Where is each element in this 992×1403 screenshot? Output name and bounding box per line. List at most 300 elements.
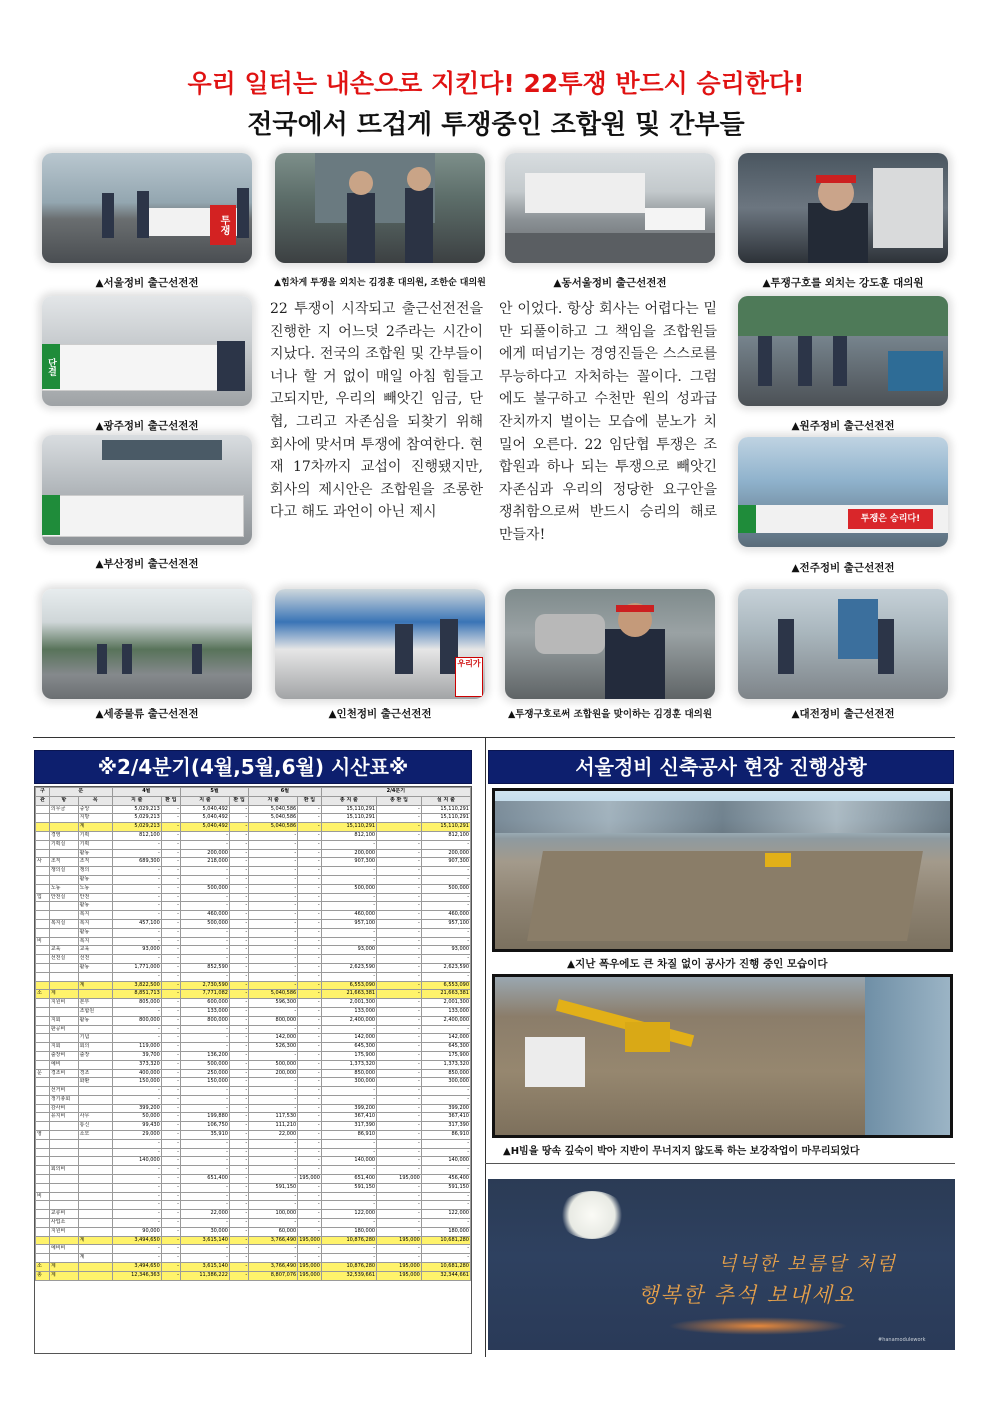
table-cell: 판공비 [49, 1025, 78, 1034]
table-cell: - [421, 1219, 470, 1228]
table-cell: - [161, 1034, 180, 1043]
table-cell: - [229, 1166, 248, 1175]
table-cell: - [161, 902, 180, 911]
table-row [36, 1236, 471, 1245]
table-cell: 175,900 [421, 1051, 470, 1060]
table-cell: - [229, 1060, 248, 1069]
table-row [36, 805, 471, 814]
table-cell [36, 1104, 50, 1113]
table-cell: - [161, 831, 180, 840]
table-cell: 감사비 [49, 1104, 78, 1113]
table-cell: - [249, 1051, 298, 1060]
table-cell: - [298, 955, 321, 964]
table-row [36, 1157, 471, 1166]
photo-caption: ▲투쟁구호를 외치는 강도훈 대의원 [762, 277, 924, 289]
table-cell [78, 1219, 112, 1228]
table-cell: - [161, 1245, 180, 1254]
table-cell: - [249, 1007, 298, 1016]
table-cell: - [161, 1157, 180, 1166]
table-cell: - [377, 1210, 422, 1219]
table-header-row [36, 788, 471, 797]
table-cell [36, 1139, 50, 1148]
table-cell: - [298, 1131, 321, 1140]
table-cell: - [229, 1210, 248, 1219]
table-row [36, 867, 471, 876]
table-cell: 850,000 [321, 1069, 376, 1078]
table-cell: - [298, 1139, 321, 1148]
table-cell: - [249, 1087, 298, 1096]
table-cell: 쟁의 [78, 867, 112, 876]
table-row [36, 999, 471, 1008]
table-cell [49, 1175, 78, 1184]
table-cell: 회의비 [49, 1166, 78, 1175]
table-cell: 195,000 [298, 1263, 321, 1272]
table-cell: - [298, 1078, 321, 1087]
table-cell: - [161, 981, 180, 990]
table-cell: - [421, 1166, 470, 1175]
table-row [36, 972, 471, 981]
table-cell [36, 1210, 50, 1219]
table-cell: 852,590 [180, 963, 229, 972]
table-cell: - [161, 1016, 180, 1025]
table-cell: - [112, 884, 161, 893]
table-cell: - [377, 1060, 422, 1069]
table-cell: - [180, 1043, 229, 1052]
table-cell [49, 1078, 78, 1087]
table-row [36, 1183, 471, 1192]
table-cell: - [161, 1192, 180, 1201]
table-cell: 907,300 [321, 858, 376, 867]
table-cell: - [112, 867, 161, 876]
table-cell: 180,000 [321, 1227, 376, 1236]
table-cell [36, 1078, 50, 1087]
table-cell: - [180, 1087, 229, 1096]
table-cell: - [161, 1095, 180, 1104]
greeting-line-2: 행복한 추석 보내세요 [638, 1283, 856, 1307]
table-cell: 2,730,590 [180, 981, 229, 990]
table-cell: 지회 [49, 1016, 78, 1025]
table-cell: - [161, 937, 180, 946]
table-cell: - [229, 1113, 248, 1122]
table-cell: - [377, 1034, 422, 1043]
table-cell: 195,000 [298, 1236, 321, 1245]
table-cell: 활동 [78, 849, 112, 858]
table-cell: 지방 [78, 814, 112, 823]
table-cell: - [421, 1148, 470, 1157]
table-cell: - [298, 1007, 321, 1016]
table-cell: 선전실 [49, 955, 78, 964]
table-cell: 계 [78, 1254, 112, 1263]
table-cell [49, 823, 78, 832]
table-cell: 5,040,492 [180, 805, 229, 814]
photo-slogan-shout [738, 153, 948, 263]
table-cell [36, 1236, 50, 1245]
table-cell: 500,000 [180, 884, 229, 893]
table-cell: - [112, 955, 161, 964]
table-cell: - [161, 999, 180, 1008]
table-cell: 907,300 [421, 858, 470, 867]
table-row [36, 1034, 471, 1043]
table-cell [49, 1007, 78, 1016]
table-cell: - [161, 1078, 180, 1087]
table-cell: 805,000 [112, 999, 161, 1008]
table-cell [36, 823, 50, 832]
table-cell: - [161, 911, 180, 920]
table-cell: 운 [36, 1069, 50, 1078]
table-cell [78, 1227, 112, 1236]
table-cell: 142,000 [321, 1034, 376, 1043]
table-cell: - [377, 1016, 422, 1025]
construction-photo-2 [492, 974, 953, 1138]
table-header-row [36, 796, 471, 805]
table-cell: - [421, 1025, 470, 1034]
table-cell: - [112, 928, 161, 937]
table-cell: 50,000 [112, 1113, 161, 1122]
table-row [36, 1271, 471, 1280]
table-cell: 800,000 [249, 1016, 298, 1025]
table-cell: - [298, 1095, 321, 1104]
table-cell [49, 1254, 78, 1263]
table-cell: 6,553,090 [321, 981, 376, 990]
table-row [36, 946, 471, 955]
table-cell: 1,373,320 [421, 1060, 470, 1069]
table-cell [36, 805, 50, 814]
table-cell: - [298, 1087, 321, 1096]
table-cell: - [161, 867, 180, 876]
table-cell: - [112, 1139, 161, 1148]
table-row [36, 1263, 471, 1272]
table-cell: - [161, 990, 180, 999]
table-cell: 5,040,586 [249, 823, 298, 832]
table-cell: - [180, 875, 229, 884]
table-cell [78, 1201, 112, 1210]
table-cell [36, 902, 50, 911]
table-cell: 중앙 [78, 805, 112, 814]
table-cell: 계 [49, 1271, 78, 1280]
table-cell: 기념 [78, 1034, 112, 1043]
table-cell [78, 1148, 112, 1157]
table-cell: 환 입 [298, 796, 321, 805]
table-cell: - [180, 1148, 229, 1157]
table-cell: - [161, 875, 180, 884]
table-cell: - [298, 1183, 321, 1192]
table-cell: - [249, 1254, 298, 1263]
full-moon-icon [558, 1191, 626, 1239]
table-cell: - [180, 1201, 229, 1210]
table-cell: 195,000 [377, 1175, 422, 1184]
table-cell: 93,000 [321, 946, 376, 955]
table-cell: - [180, 928, 229, 937]
table-cell: 460,000 [421, 911, 470, 920]
table-cell: - [161, 1060, 180, 1069]
table-cell: 기획실 [49, 840, 78, 849]
table-cell: - [112, 1087, 161, 1096]
table-cell: 12,346,363 [112, 1271, 161, 1280]
table-cell [36, 955, 50, 964]
table-cell: 195,000 [298, 1175, 321, 1184]
table-cell: - [112, 911, 161, 920]
table-row [36, 1139, 471, 1148]
table-cell: - [161, 919, 180, 928]
table-cell: 200,000 [180, 849, 229, 858]
table-cell: 안전실 [49, 893, 78, 902]
table-cell: 645,300 [421, 1043, 470, 1052]
photo-caption: ▲동서울정비 출근선전전 [553, 277, 667, 289]
table-cell: 180,000 [421, 1227, 470, 1236]
table-row [36, 1192, 471, 1201]
table-cell: 21,663,381 [321, 990, 376, 999]
table-cell: 15,110,291 [421, 823, 470, 832]
table-cell: - [421, 1245, 470, 1254]
table-cell: - [321, 972, 376, 981]
table-cell: - [421, 972, 470, 981]
table-cell: - [112, 875, 161, 884]
photo-daejeon-rally [738, 589, 948, 699]
budget-table [34, 786, 472, 1354]
table-cell: 10,681,280 [421, 1236, 470, 1245]
table-cell: - [249, 1139, 298, 1148]
table-cell: - [377, 884, 422, 893]
table-cell: - [377, 831, 422, 840]
table-cell: 367,410 [321, 1113, 376, 1122]
table-cell: 218,000 [180, 858, 229, 867]
table-row [36, 1210, 471, 1219]
table-row [36, 1060, 471, 1069]
table-cell [49, 928, 78, 937]
construction-caption-1: ▲지난 폭우에도 큰 차질 없이 공사가 진행 중인 모습이다 [567, 958, 828, 970]
table-cell: - [321, 1148, 376, 1157]
table-cell: - [377, 1104, 422, 1113]
table-cell: - [161, 1183, 180, 1192]
table-cell: - [298, 919, 321, 928]
table-row [36, 1078, 471, 1087]
table-cell: - [298, 1025, 321, 1034]
table-cell: 경조 [78, 1069, 112, 1078]
table-cell: - [161, 1236, 180, 1245]
table-cell: 175,900 [321, 1051, 376, 1060]
table-cell: - [421, 1139, 470, 1148]
table-cell: 460,000 [180, 911, 229, 920]
table-cell: 500,000 [249, 1060, 298, 1069]
table-cell: 1,373,320 [321, 1060, 376, 1069]
table-cell [78, 1210, 112, 1219]
table-cell: 35,910 [180, 1131, 229, 1140]
table-row [36, 858, 471, 867]
table-cell: - [298, 1069, 321, 1078]
table-cell: 총 [36, 1271, 50, 1280]
table-cell [36, 1148, 50, 1157]
table-cell: - [321, 1166, 376, 1175]
table-cell: - [377, 1025, 422, 1034]
table-cell [78, 972, 112, 981]
table-cell: 활동 [78, 1016, 112, 1025]
table-cell: - [421, 840, 470, 849]
table-cell: - [180, 893, 229, 902]
table-cell: 200,000 [249, 1069, 298, 1078]
table-cell [78, 1025, 112, 1034]
table-cell: - [421, 1192, 470, 1201]
table-cell: - [377, 1078, 422, 1087]
table-cell: - [161, 884, 180, 893]
table-cell [36, 1060, 50, 1069]
table-cell: 812,100 [321, 831, 376, 840]
table-cell: - [229, 963, 248, 972]
table-cell: - [249, 893, 298, 902]
table-cell: - [377, 893, 422, 902]
photo-caption: ▲세종물류 출근선전전 [95, 708, 199, 720]
table-cell: - [377, 972, 422, 981]
table-cell: - [421, 955, 470, 964]
photo-caption: ▲광주정비 출근선전전 [95, 420, 199, 432]
table-cell: 교육 [78, 946, 112, 955]
table-cell: - [161, 1271, 180, 1280]
table-cell: - [180, 955, 229, 964]
table-cell: 591,150 [249, 1183, 298, 1192]
table-cell: - [161, 858, 180, 867]
table-cell [49, 937, 78, 946]
table-cell: 경조비 [49, 1069, 78, 1078]
table-cell: 예비 [49, 1060, 78, 1069]
table-cell: 399,200 [112, 1104, 161, 1113]
table-cell: 150,000 [180, 1078, 229, 1087]
table-cell: - [229, 1263, 248, 1272]
table-cell: 환 입 [229, 796, 248, 805]
table-cell [36, 1016, 50, 1025]
table-cell: - [229, 981, 248, 990]
table-cell: 140,000 [321, 1157, 376, 1166]
table-cell: 500,000 [321, 884, 376, 893]
table-cell: - [180, 946, 229, 955]
table-cell: 분 [49, 788, 112, 797]
table-cell: 117,530 [249, 1113, 298, 1122]
table-row [36, 875, 471, 884]
table-cell: - [161, 1131, 180, 1140]
table-cell: - [421, 1254, 470, 1263]
table-cell [36, 1095, 50, 1104]
table-cell: 안전 [78, 893, 112, 902]
table-cell [49, 1122, 78, 1131]
table-cell: 소모 [78, 1131, 112, 1140]
table-cell: 5,040,492 [180, 823, 229, 832]
table-cell: - [112, 1183, 161, 1192]
table-cell: 지원비 [49, 1227, 78, 1236]
table-cell: - [229, 937, 248, 946]
table-cell: - [249, 1192, 298, 1201]
table-cell: - [298, 1104, 321, 1113]
table-cell: - [112, 849, 161, 858]
photo-seoul-rally [42, 153, 252, 263]
table-cell: - [377, 805, 422, 814]
table-cell: - [112, 1219, 161, 1228]
table-cell [49, 1192, 78, 1201]
greeting-credit: #hanamodulework [878, 1337, 926, 1343]
table-cell: - [180, 1192, 229, 1201]
table-row [36, 1245, 471, 1254]
table-cell: - [421, 867, 470, 876]
table-cell: 사 [36, 858, 50, 867]
table-cell: - [180, 1219, 229, 1228]
table-cell: 2,400,000 [321, 1016, 376, 1025]
table-cell: - [180, 840, 229, 849]
table-cell: 3,766,490 [249, 1236, 298, 1245]
table-cell [49, 849, 78, 858]
table-cell: - [298, 893, 321, 902]
table-cell: 통신 [78, 1122, 112, 1131]
table-cell: - [229, 1148, 248, 1157]
table-cell [36, 1087, 50, 1096]
table-cell: 317,390 [321, 1122, 376, 1131]
table-cell: 10,876,280 [321, 1263, 376, 1272]
table-cell: 계 [49, 1263, 78, 1272]
table-cell: - [161, 946, 180, 955]
table-cell: 99,430 [112, 1122, 161, 1131]
table-row [36, 1166, 471, 1175]
table-cell: - [377, 1069, 422, 1078]
table-row [36, 1227, 471, 1236]
table-cell: 활동 [78, 963, 112, 972]
table-cell: - [377, 1051, 422, 1060]
table-cell: - [249, 1166, 298, 1175]
table-row [36, 1051, 471, 1060]
photo-caption: ▲힘차게 투쟁을 외치는 김경훈 대의원, 조한순 대의원 [274, 278, 486, 288]
table-cell: - [180, 1183, 229, 1192]
table-cell: 3,494,650 [112, 1263, 161, 1272]
table-cell: - [229, 1236, 248, 1245]
table-cell: 복지 [78, 919, 112, 928]
table-cell: 노동 [49, 884, 78, 893]
table-cell: 사업소 [49, 1219, 78, 1228]
table-cell: 비 [36, 1192, 50, 1201]
table-cell: - [180, 1095, 229, 1104]
table-cell: 7,771,082 [180, 990, 229, 999]
table-cell: - [112, 937, 161, 946]
table-cell: - [249, 946, 298, 955]
table-cell: - [161, 1148, 180, 1157]
table-row [36, 893, 471, 902]
table-row [36, 1025, 471, 1034]
table-cell: - [249, 849, 298, 858]
table-cell: - [298, 902, 321, 911]
table-cell: - [161, 893, 180, 902]
table-cell: 목 [78, 796, 112, 805]
table-cell: - [298, 1034, 321, 1043]
table-cell: - [321, 1219, 376, 1228]
table-cell: - [161, 1051, 180, 1060]
table-cell: 140,000 [112, 1157, 161, 1166]
table-cell: 지 출 [249, 796, 298, 805]
table-cell: - [229, 1201, 248, 1210]
table-cell: 6월 [249, 788, 321, 797]
table-cell: 32,344,661 [421, 1271, 470, 1280]
table-cell: 조직 [49, 858, 78, 867]
table-cell: 2,001,300 [321, 999, 376, 1008]
table-cell: - [298, 1113, 321, 1122]
table-cell [36, 1166, 50, 1175]
table-cell: 총 지 출 [321, 796, 376, 805]
table-row [36, 1104, 471, 1113]
table-cell: - [377, 990, 422, 999]
table-cell: - [229, 1104, 248, 1113]
table-cell [49, 814, 78, 823]
table-cell: - [229, 1131, 248, 1140]
table-cell: - [161, 928, 180, 937]
table-cell: - [229, 875, 248, 884]
table-row [36, 884, 471, 893]
photo-incheon-rally [275, 589, 485, 699]
table-cell: - [229, 858, 248, 867]
table-cell: 2,400,000 [421, 1016, 470, 1025]
table-cell: 기획 [78, 831, 112, 840]
